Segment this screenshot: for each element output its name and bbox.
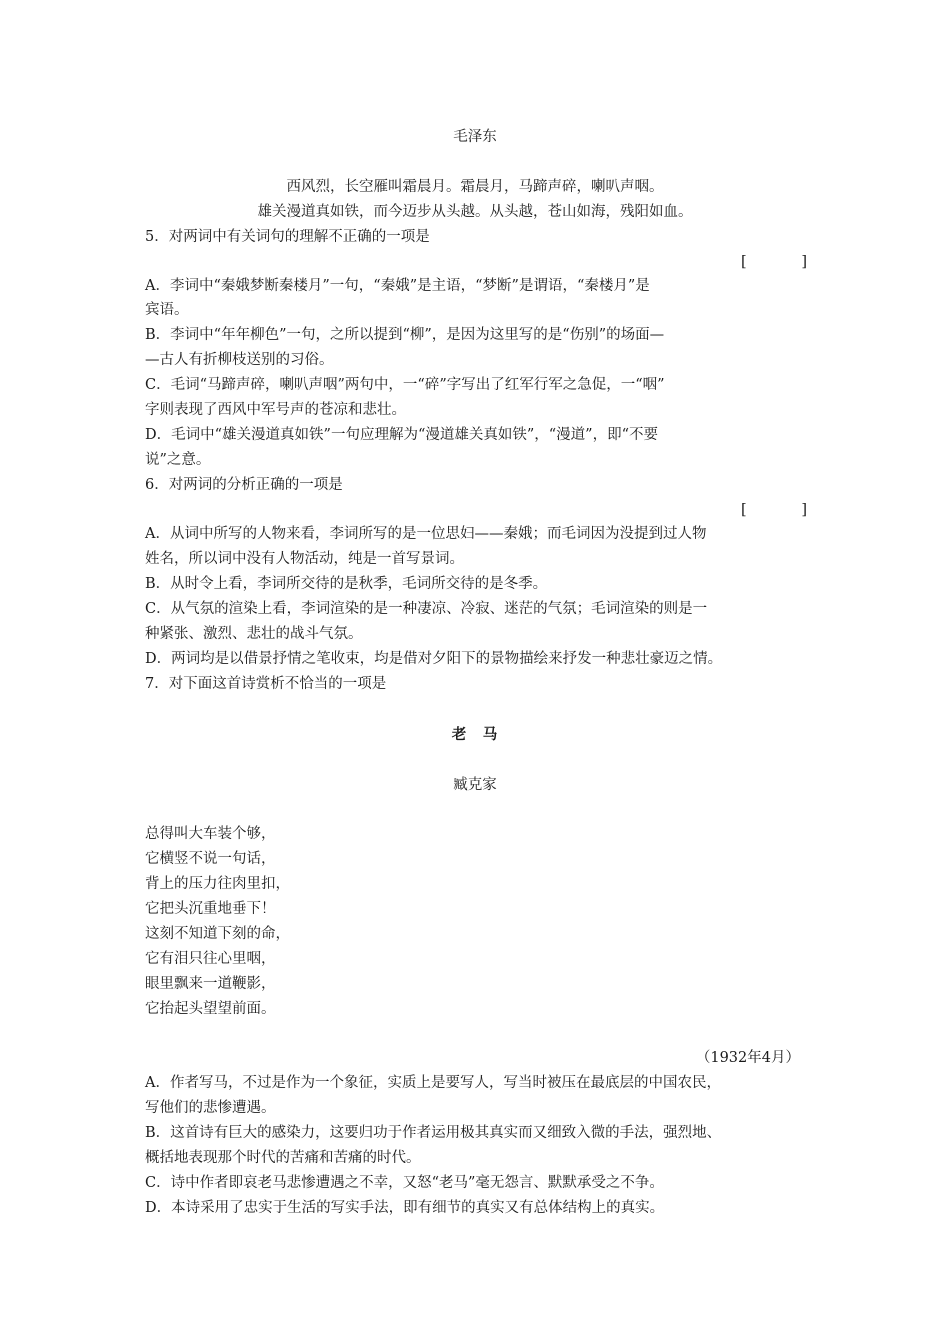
q7-option-a: A．作者写马，不过是作为一个象征，实质上是要写人，写当时被压在最底层的中国农民，: [145, 1075, 721, 1091]
poem2-line-1: 总得叫大车装个够，: [145, 826, 276, 842]
q7-stem: 7．对下面这首诗赏析不恰当的一项是: [145, 676, 387, 692]
q7-option-b: B．这首诗有巨大的感染力，这要归功于作者运用极其真实而又细致入微的手法，强烈地、: [145, 1125, 722, 1141]
q6-option-c: C．从气氛的渲染上看，李词渲染的是一种凄凉、冷寂、迷茫的气氛；毛词渲染的则是一: [145, 601, 708, 617]
q6-option-b: B．从时令上看，李词所交待的是秋季，毛词所交待的是冬季。: [145, 576, 548, 592]
q7-option-c: C．诗中作者即哀老马悲惨遭遇之不幸，又怒“老马”毫无怨言、默默承受之不争。: [145, 1175, 664, 1191]
poem1-author: 毛泽东: [453, 129, 497, 145]
q5-option-d: D．毛词中“雄关漫道真如铁”一句应理解为“漫道雄关真如铁”，“漫道”，即“不要: [145, 427, 659, 443]
q5-option-c: C．毛词“马蹄声碎，喇叭声咽”两句中，一“碎”字写出了红军行军之急促，一“咽”: [145, 377, 665, 393]
poem2-line-6: 它有泪只往心里咽，: [145, 951, 276, 967]
q5-stem: 5．对两词中有关词句的理解不正确的一项是: [145, 229, 430, 245]
bracket-open: [: [741, 502, 747, 518]
poem2-line-5: 这刻不知道下刻的命，: [145, 926, 290, 942]
q5-answer-bracket: [741, 252, 807, 272]
bracket-close: ]: [801, 254, 807, 270]
q6-answer-bracket: [741, 500, 807, 520]
poem2-line-2: 它横竖不说一句话，: [145, 851, 276, 867]
q5-option-a-cont: 宾语。: [145, 302, 189, 318]
q5-option-a: A．李词中“秦娥梦断秦楼月”一句，“秦娥”是主语，“梦断”是谓语，“秦楼月”是: [145, 278, 650, 294]
poem1-line-2: 雄关漫道真如铁，而今迈步从头越。从头越，苍山如海，残阳如血。: [257, 204, 693, 220]
poem1-line-1: 西风烈，长空雁叫霜晨月。霜晨月，马蹄声碎，喇叭声咽。: [286, 179, 664, 195]
poem2-line-8: 它抬起头望望前面。: [145, 1001, 276, 1017]
q6-option-c-cont: 种紧张、激烈、悲壮的战斗气氛。: [145, 626, 363, 642]
q6-option-a-cont: 姓名，所以词中没有人物活动，纯是一首写景词。: [145, 551, 464, 567]
poem2-title: 老 马: [451, 726, 499, 743]
poem2-line-7: 眼里飘来一道鞭影，: [145, 976, 276, 992]
poem2-line-4: 它把头沉重地垂下！: [145, 901, 276, 917]
poem2-line-3: 背上的压力往肉里扣，: [145, 876, 290, 892]
q5-option-c-cont: 字则表现了西风中军号声的苍凉和悲壮。: [145, 402, 406, 418]
q5-option-d-cont: 说”之意。: [145, 452, 211, 468]
poem2-author: 臧克家: [453, 777, 497, 793]
q6-option-d: D．两词均是以借景抒情之笔收束，均是借对夕阳下的景物描绘来抒发一种悲壮豪迈之情。: [145, 651, 723, 667]
q7-option-a-cont: 写他们的悲惨遭遇。: [145, 1100, 276, 1116]
q5-option-b: B．李词中“年年柳色”一句，之所以提到“柳”，是因为这里写的是“伤别”的场面—: [145, 327, 665, 343]
q6-stem: 6．对两词的分析正确的一项是: [145, 477, 343, 493]
q6-option-a: A．从词中所写的人物来看，李词所写的是一位思妇——秦娥；而毛词因为没提到过人物: [145, 526, 707, 542]
bracket-open: [: [741, 254, 747, 270]
q5-option-b-cont: —古人有折柳枝送别的习俗。: [145, 352, 334, 368]
q7-option-d: D．本诗采用了忠实于生活的写实手法，即有细节的真实又有总体结构上的真实。: [145, 1200, 665, 1216]
bracket-close: ]: [801, 502, 807, 518]
q7-option-b-cont: 概括地表现那个时代的苦痛和苦痛的时代。: [145, 1150, 421, 1166]
poem2-date: （1932年4月）: [695, 1050, 800, 1066]
